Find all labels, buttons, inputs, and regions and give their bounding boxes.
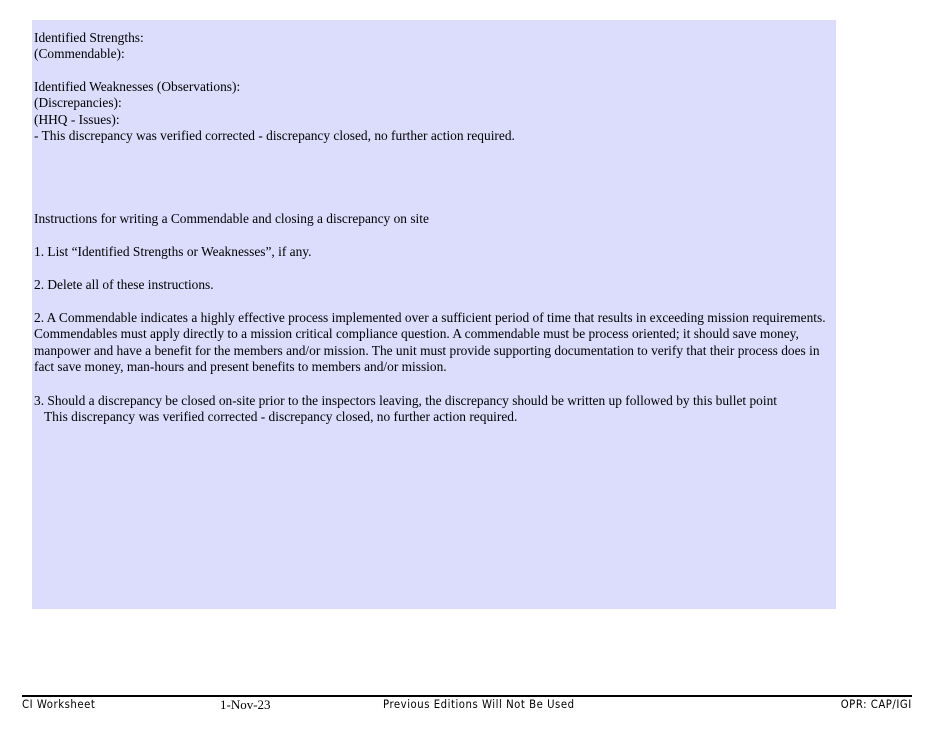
footer-opr: OPR: CAP/IGI (840, 697, 912, 711)
findings-section (34, 30, 144, 63)
strengths-heading: Identified Strengths: (34, 30, 144, 45)
hhq-issues-label: (HHQ - Issues): (34, 111, 120, 127)
footer-editions-note: Previous Editions Will Not Be Used (383, 697, 575, 711)
instruction-step-1: 1. List “Identified Strengths or Weaknesses”, if any. (34, 244, 312, 259)
instruction-step-2: 2. Delete all of these instructions. (34, 277, 214, 292)
instruction-step-3 (34, 393, 777, 426)
weaknesses-section (34, 79, 515, 145)
discrepancies-label: (Discrepancies): (34, 95, 122, 111)
commendable-label: (Commendable): (34, 46, 125, 62)
instruction-step-3-line-2: This discrepancy was verified corrected - discrepancy closed, no further action required. (44, 409, 518, 425)
instruction-commendable-definition: 2. A Commendable indicates a highly effective process implemented over a sufficient period of time that results in exceeding mission requirements. Commendables must apply directly to a mission critical compliance question. A commendable must be process oriented; it should save money, manpower and have a benefit for the members and/or mission. The unit must provide supporting documentation to verify that their process does in fact save money, man-hours and present benefits to members and/or mission. (34, 310, 826, 375)
instructions-title: Instructions for writing a Commendable and closing a discrepancy on site (34, 211, 429, 226)
instruction-step-3-line-1: 3. Should a discrepancy be closed on-site prior to the inspectors leaving, the discrepancy should be written up followed by this bullet point (34, 393, 778, 408)
closure-bullet: - This discrepancy was verified corrected - discrepancy closed, no further action required. (34, 128, 515, 144)
footer-form-name: CI Worksheet (22, 697, 96, 711)
weaknesses-heading: Identified Weaknesses (Observations): (34, 79, 241, 94)
footer-date: 1-Nov-23 (220, 697, 271, 712)
